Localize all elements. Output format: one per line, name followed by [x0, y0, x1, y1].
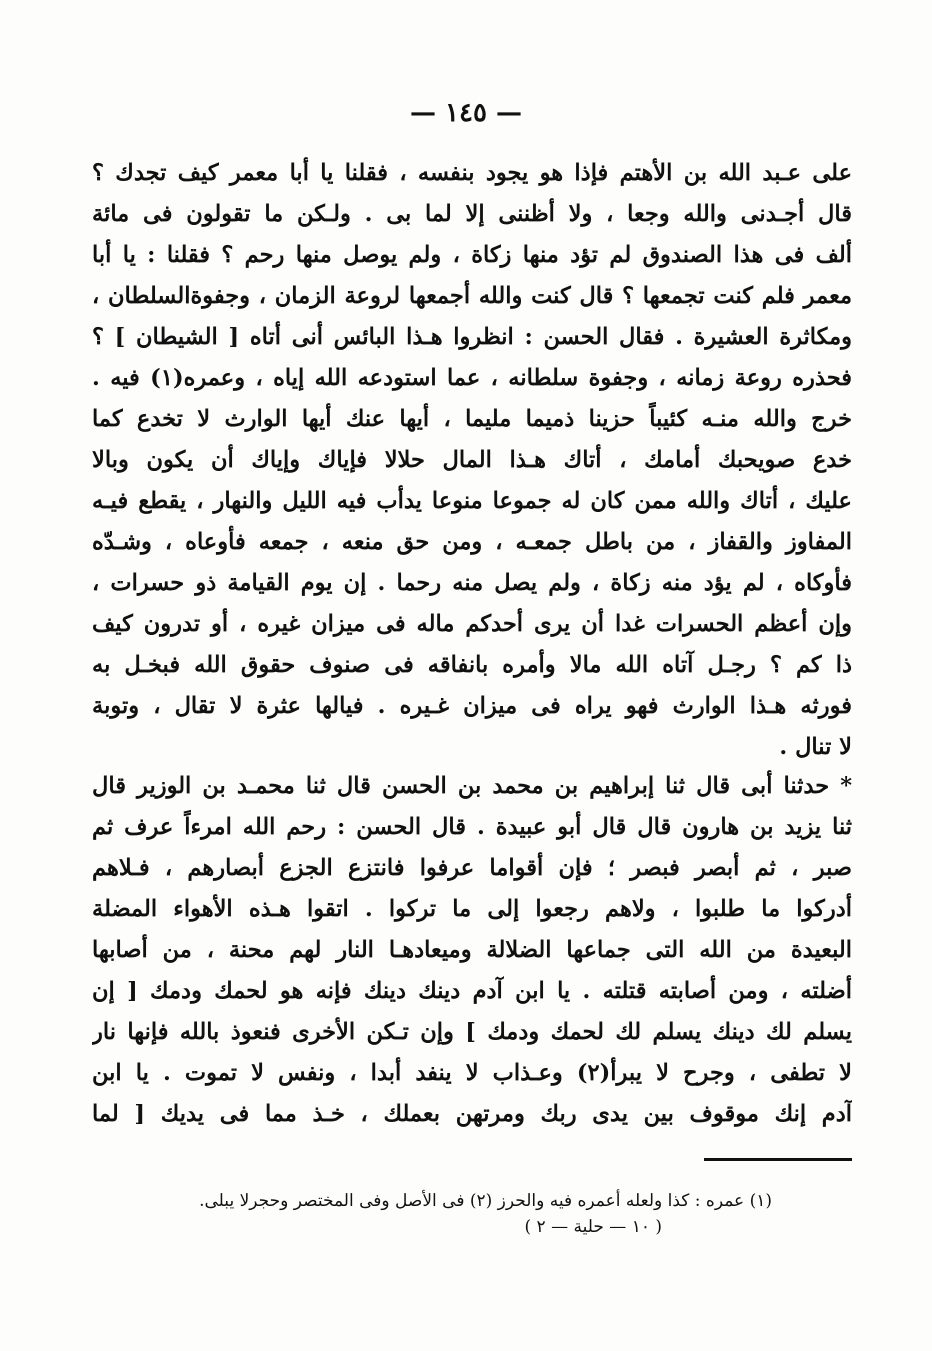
- text-line: لا تنال .: [779, 734, 852, 760]
- page-number: — ١٤٥ —: [409, 98, 523, 128]
- text-line: قال أجـدنى والله وجعا ، ولا أظننى إلا لما بى . ولـكن ما تقولون فى مائة: [92, 201, 852, 227]
- text-line: معمر فلم كنت تجمعها ؟ قال كنت والله أجمعها لروعة الزمان ، وجفوةالسلطان ،: [92, 283, 852, 309]
- paragraph-1: [92, 153, 852, 768]
- text-line: عليك ، أتاك والله ممن كان له جموعا منوعا يدأب فيه الليل والنهار ، يقطع فيـه: [92, 488, 852, 514]
- footnote-line: (١) عمره : كذا ولعله أعمره فيه والحرز (٢) فى الأصل وفى المختصر وحجرلا يبلى.: [199, 1191, 772, 1211]
- footnote-divider: [704, 1158, 852, 1161]
- paragraph-2: [92, 766, 852, 1135]
- text-line: صبر ، ثم أبصر فبصر ؛ فإن أقواما عرفوا فانتزع الجزع أبصارهم ، فـلاهم: [92, 855, 852, 881]
- text-line: البعيدة من الله التى جماعها الضلالة وميعادهـا النار لهم محنة ، من أصابها: [92, 937, 852, 963]
- text-line: فورثه هـذا الوارث فهو يراه فى ميزان غـيره . فيالها عثرة لا تقال ، وتوبة: [92, 693, 852, 719]
- printer-signature: ( ١٠ — حلية — ٢ ): [524, 1217, 662, 1237]
- text-line: ثنا يزيد بن هارون قال قال أبو عبيدة . قال الحسن : رحم الله امرءاً عرف ثم: [92, 814, 852, 840]
- text-line: أضلته ، ومن أصابته قتلته . يا ابن آدم دينك دينك فإنه هو لحمك ودمك [ إن: [92, 978, 852, 1004]
- text-line: فحذره روعة زمانه ، وجفوة سلطانه ، عما استودعه الله إياه ، وعمره(١) فيه .: [92, 365, 852, 391]
- text-line: خدع صويحبك أمامك ، أتاك هـذا المال حلالا فإياك وإياك أن يكون وبالا: [92, 447, 852, 473]
- text-line: فأوكاه ، لم يؤد منه زكاة ، ولم يصل منه رحما . إن يوم القيامة ذو حسرات ،: [92, 570, 852, 596]
- text-line: وإن أعظم الحسرات غدا أن يرى أحدكم ماله فى ميزان غيره ، أو تدرون كيف: [92, 611, 852, 637]
- text-line: المفاوز والقفاز ، من باطل جمعـه ، ومن حق منعه ، جمعه فأوعاه ، وشـدّه: [92, 529, 852, 555]
- text-line: أدركوا ما طلبوا ، ولاهم رجعوا إلى ما تركوا . اتقوا هـذه الأهواء المضلة: [92, 896, 852, 922]
- text-line: ألف فى هذا الصندوق لم تؤد منها زكاة ، ولم يوصل منها رحم ؟ فقلنا : يا أبا: [92, 242, 852, 268]
- text-line: * حدثنا أبى قال ثنا إبراهيم بن محمد بن الحسن قال ثنا محمـد بن الوزير قال: [92, 773, 852, 799]
- text-line: لا تطفى ، وجرح لا يبرأ(٢) وعـذاب لا ينفد أبدا ، ونفس لا تموت . يا ابن: [92, 1060, 852, 1086]
- text-line: ذا كم ؟ رجـل آتاه الله مالا وأمره بانفاقه فى صنوف حقوق الله فبخـل به: [92, 652, 852, 678]
- text-line: يسلم لك دينك يسلم لك لحمك ودمك ] وإن تـكن الأخرى فنعوذ بالله فإنها نار: [92, 1019, 852, 1045]
- text-line: آدم إنك موقوف بين يدى ربك ومرتهن بعملك ، خـذ مما فى يديك [ لما: [92, 1101, 852, 1127]
- footnotes: [92, 1188, 852, 1240]
- text-line: ومكاثرة العشيرة . فقال الحسن : انظروا هـذا البائس أنى أتاه [ الشيطان ] ؟: [92, 324, 852, 350]
- text-line: خرج والله منـه كئيباً حزينا ذميما مليما ، أيها عنك أيها الوارث لا تخدع كما: [92, 406, 852, 432]
- text-line: على عـبد الله بن الأهتم فإذا هو يجود بنفسه ، فقلنا يا أبا معمر كيف تجدك ؟: [92, 160, 852, 186]
